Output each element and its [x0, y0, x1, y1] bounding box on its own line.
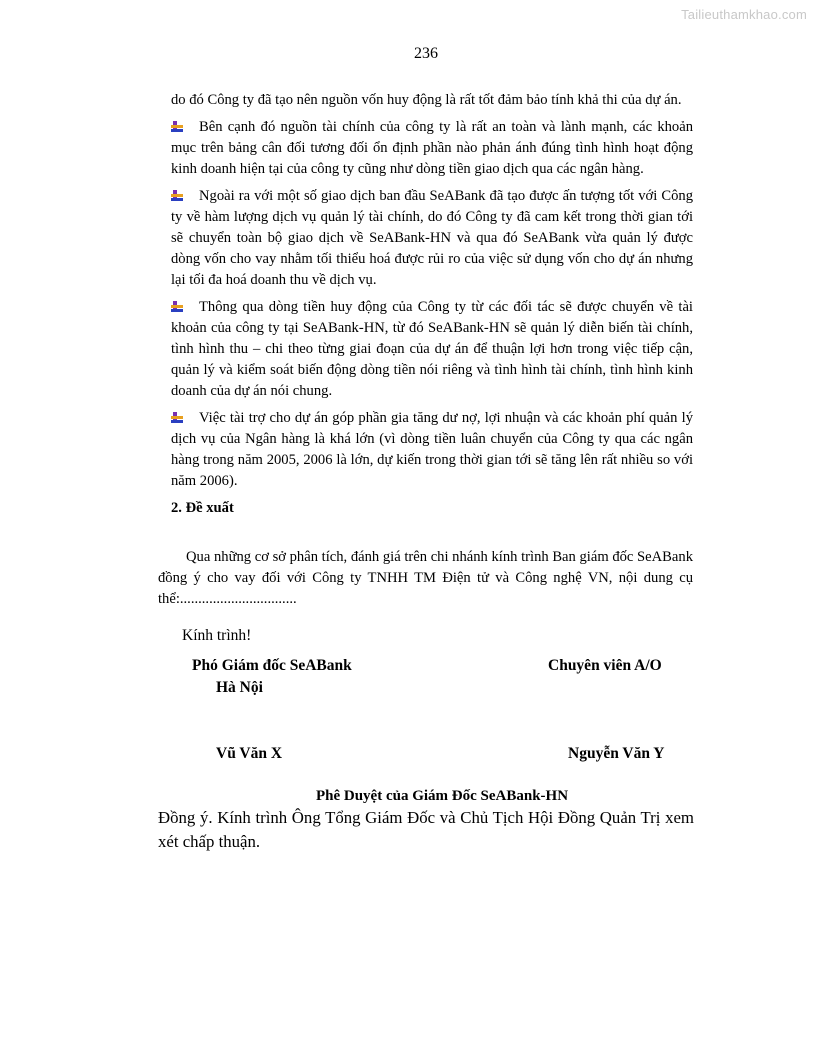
right-signatory-title: Chuyên viên A/O [548, 657, 662, 674]
bullet-paragraph [171, 186, 693, 291]
left-signatory-title: Phó Giám đốc SeABank [192, 657, 352, 674]
intro-paragraph: do đó Công ty đã tạo nên nguồn vốn huy động là rất tốt đảm bảo tính khả thi của dự án. [171, 92, 682, 108]
proposal-paragraph: Qua những cơ sở phân tích, đánh giá trên chi nhánh kính trình Ban giám đốc SeABank đồng ý cho vay đối với Công ty TNHH TM Điện tử và Công nghệ VN, nội dung cụ thể:................................ [158, 549, 693, 607]
bullet-paragraph [171, 297, 693, 402]
bullet-arrow-icon [171, 411, 183, 423]
approval-text: Đồng ý. Kính trình Ông Tổng Giám Đốc và Chủ Tịch Hội Đồng Quản Trị xem xét chấp thuận. [158, 808, 694, 851]
page-number: 236 [414, 45, 438, 62]
left-signatory-location: Hà Nội [216, 679, 263, 696]
bullet-text: Ngoài ra với một số giao dịch ban đầu SeABank đã tạo được ấn tượng tốt với Công ty về hàm lượng dịch vụ quản lý tài chính, do đó Công ty đã cam kết trong thời gian tới sẽ chuyển toàn bộ giao dịch về SeABank-HN và qua đó SeABank vừa quản lý được dòng vốn cho vay nhằm tối thiểu hoá được rủi ro của việc sử dụng vốn cho dự án nhưng lại tối đa hoá doanh thu về dịch vụ. [171, 188, 693, 288]
bullet-arrow-icon [171, 300, 183, 312]
bullet-arrow-icon [171, 189, 183, 201]
section-heading: 2. Đề xuất [171, 500, 234, 516]
greeting: Kính trình! [182, 627, 252, 644]
main-content [171, 90, 693, 519]
bullet-paragraph [171, 117, 693, 180]
bullet-text: Thông qua dòng tiền huy động của Công ty từ các đối tác sẽ được chuyển về tài khoản của công ty tại SeABank-HN, từ đó SeABank-HN sẽ quản lý diễn biến tài chính, tình hình thu – chi theo từng giai đoạn của dự án để thuận lợi hơn trong việc tiếp cận, quản lý và kiểm soát biến động dòng tiền nói riêng và tình hình tài chính, tình hình kinh doanh của dự án nói chung. [171, 299, 693, 399]
bullet-text: Việc tài trợ cho dự án góp phần gia tăng dư nợ, lợi nhuận và các khoản phí quản lý dịch vụ của Ngân hàng là khá lớn (vì dòng tiền luân chuyển của Công ty qua các ngân hàng trong năm 2005, 2006 là lớn, dự kiến trong thời gian tới sẽ tăng lên rất nhiều so với năm 2006). [171, 410, 693, 489]
left-signatory-name: Vũ Văn X [216, 745, 283, 762]
bullet-paragraph [171, 408, 693, 492]
bullet-text: Bên cạnh đó nguồn tài chính của công ty là rất an toàn và lành mạnh, các khoản mục trên bảng cân đối tương đối ổn định phần nào phản ánh đúng tình hình hoạt động kinh doanh hiện tại của công ty cũng như dòng tiền giao dịch qua các ngân hàng. [171, 119, 693, 177]
right-signatory-name: Nguyễn Văn Y [568, 745, 665, 762]
watermark: Tailieuthamkhao.com [681, 7, 807, 22]
approval-heading: Phê Duyệt của Giám Đốc SeABank-HN [315, 788, 569, 804]
bullet-arrow-icon [171, 120, 183, 132]
